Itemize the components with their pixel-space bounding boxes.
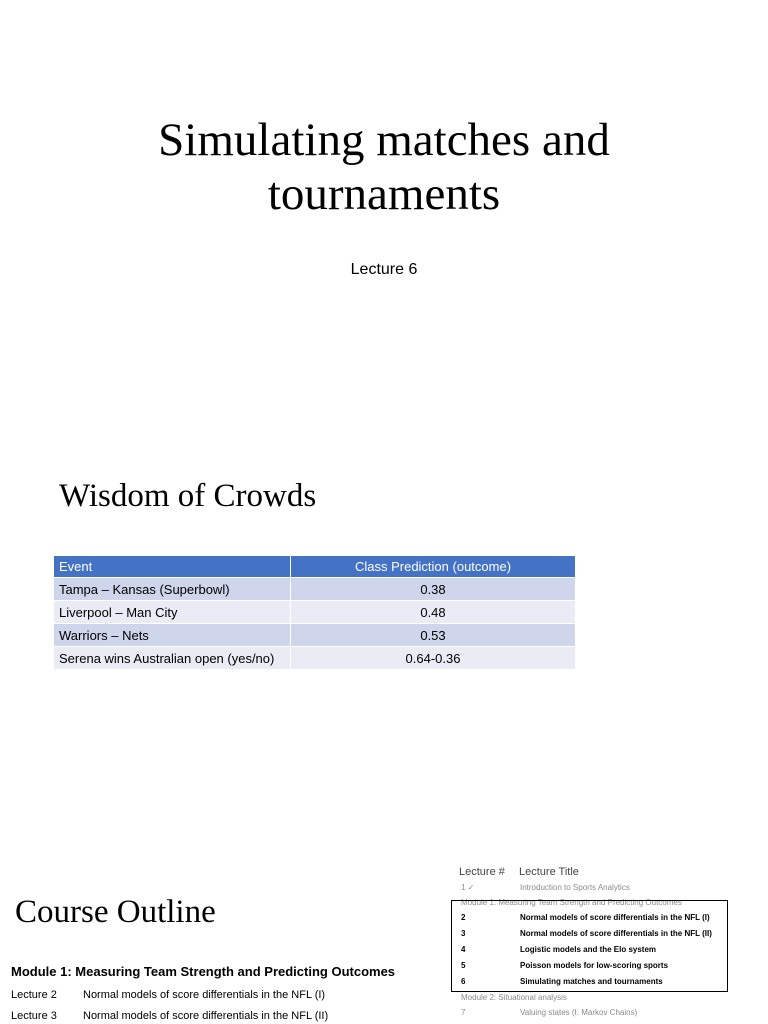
prediction-cell: 0.53 — [291, 624, 576, 647]
course-outline-slide — [0, 830, 768, 1024]
list-item: 3 Normal models of score differentials in the NFL (II) — [461, 929, 712, 938]
table-row — [54, 601, 576, 624]
table-row — [54, 624, 576, 647]
list-item: 4 Logistic models and the Elo system — [461, 945, 657, 954]
slide-subtitle: Lecture 6 — [350, 261, 418, 278]
slide-title: Course Outline — [15, 894, 216, 930]
prediction-cell: 0.48 — [291, 601, 576, 624]
module-heading: Module 2: Situational analysis — [461, 993, 567, 1002]
list-item: 7 Valuing states (I. Markov Chains) — [461, 1008, 638, 1017]
table-row — [54, 647, 576, 670]
predictions-table — [53, 555, 576, 670]
module-heading: Module 1: Measuring Team Strength and Predicting Outcomes — [461, 898, 682, 907]
title-slide — [0, 0, 768, 440]
lecture-row — [11, 989, 325, 1001]
column-header-prediction: Class Prediction (outcome) — [291, 556, 576, 578]
slide-title: Simulating matches and tournaments — [158, 114, 610, 220]
table-header-row — [54, 556, 576, 578]
lecture-label: Lecture 2 — [11, 989, 57, 1001]
column-header-event: Event — [54, 556, 291, 578]
wisdom-of-crowds-slide — [0, 440, 768, 830]
table-row — [54, 578, 576, 601]
slide-title: Wisdom of Crowds — [59, 478, 317, 514]
lecture-row — [11, 1010, 328, 1022]
list-item: 6 Simulating matches and tournaments — [461, 977, 663, 986]
list-item: 1 ✓ Introduction to Sports Analytics — [461, 883, 630, 892]
thumbnail-header: Lecture # Lecture Title — [459, 866, 579, 878]
module-heading: Module 1: Measuring Team Strength and Predicting Outcomes — [11, 964, 396, 979]
lecture-title: Normal models of score differentials in the NFL (II) — [83, 1010, 329, 1022]
lecture-label: Lecture 3 — [11, 1010, 57, 1022]
list-item: 5 Poisson models for low-scoring sports — [461, 961, 669, 970]
prediction-cell: 0.64-0.36 — [291, 647, 576, 670]
event-cell: Liverpool – Man City — [54, 601, 291, 624]
prediction-cell: 0.38 — [291, 578, 576, 601]
lecture-title: Normal models of score differentials in the NFL (I) — [83, 989, 326, 1001]
list-item: 2 Normal models of score differentials in the NFL (I) — [461, 913, 710, 922]
event-cell: Tampa – Kansas (Superbowl) — [54, 578, 291, 601]
event-cell: Serena wins Australian open (yes/no) — [54, 647, 291, 670]
event-cell: Warriors – Nets — [54, 624, 291, 647]
